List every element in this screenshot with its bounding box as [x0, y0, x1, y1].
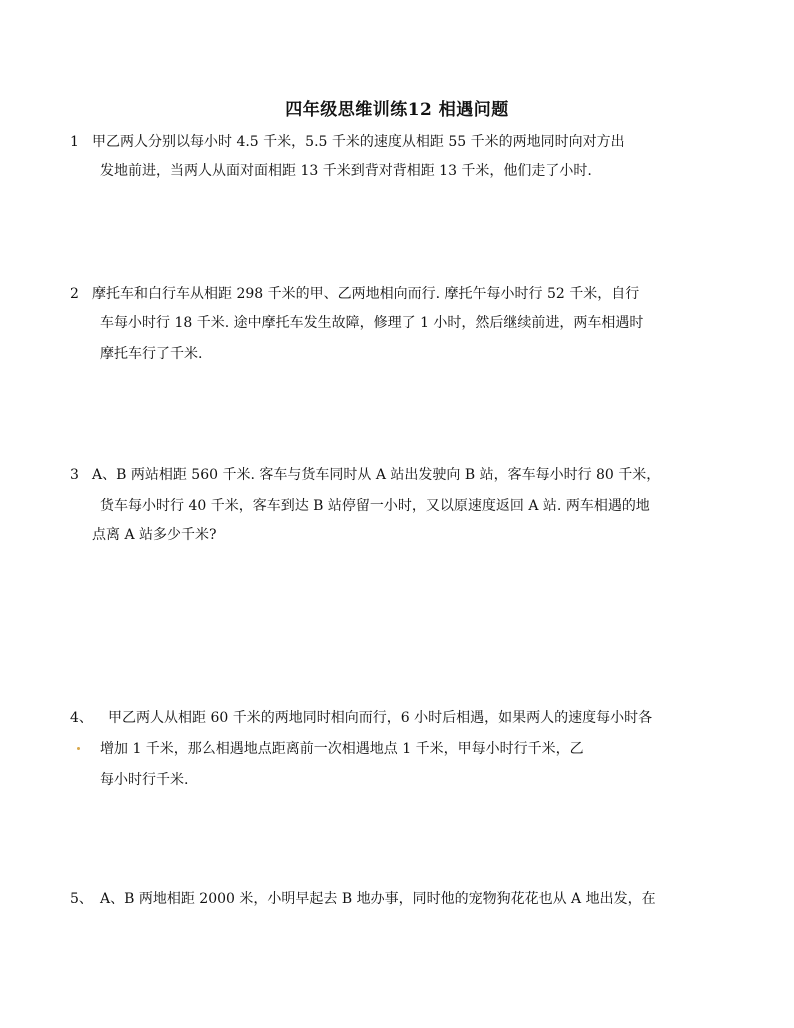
problem-number: 1: [70, 134, 79, 150]
problem-text-line: A、B 两地相距 2000 米，小明早起去 B 地办事，同时他的宠物狗花花也从 A 地出发，在: [100, 891, 656, 907]
problem-text-line: 摩托车行了千米.: [100, 346, 203, 362]
problem-text-line: 点离 A 站多少千米?: [92, 527, 217, 543]
problem-text-line: 摩托车和白行车从相距 298 千米的甲、乙两地相向而行. 摩托午每小时行 52 千米，自行: [92, 286, 640, 302]
problem-text-line: 甲乙两人从相距 60 千米的两地同时相向而行，6 小时后相遇，如果两人的速度每小时各: [108, 710, 653, 726]
problem-text-line: 车每小时行 18 千米. 途中摩托车发生故障，修理了 1 小时，然后继续前进，两车相遇时: [100, 315, 644, 331]
problem-text-line: 甲乙两人分别以每小时 4.5 千米，5.5 千米的速度从相距 55 千米的两地同时向对方出: [92, 134, 625, 150]
problem-text-line: A、B 两站相距 560 千米. 客车与货车同时从 A 站出发驶向 B 站，客车每小时行 80 千米，: [92, 467, 661, 483]
stray-dot-mark: [77, 747, 80, 750]
problem-text-line: 发地前进，当两人从面对面相距 13 千米到背对背相距 13 千米，他们走了小时.: [100, 163, 592, 179]
problem-number: 5、: [70, 891, 93, 907]
problem-number: 4、: [70, 710, 93, 726]
problem-text-line: 每小时行千米.: [100, 772, 189, 788]
problem-text-line: 货车每小时行 40 千米，客车到达 B 站停留一小时，又以原速度返回 A 站. 两车相遇的地: [100, 498, 650, 514]
page-title: 四年级思维训练12 相遇问题: [285, 100, 509, 120]
problem-number: 3: [70, 467, 79, 483]
problem-text-line: 增加 1 千米，那么相遇地点距离前一次相遇地点 1 千米，甲每小时行千米，乙: [100, 741, 584, 757]
problem-number: 2: [70, 286, 79, 302]
